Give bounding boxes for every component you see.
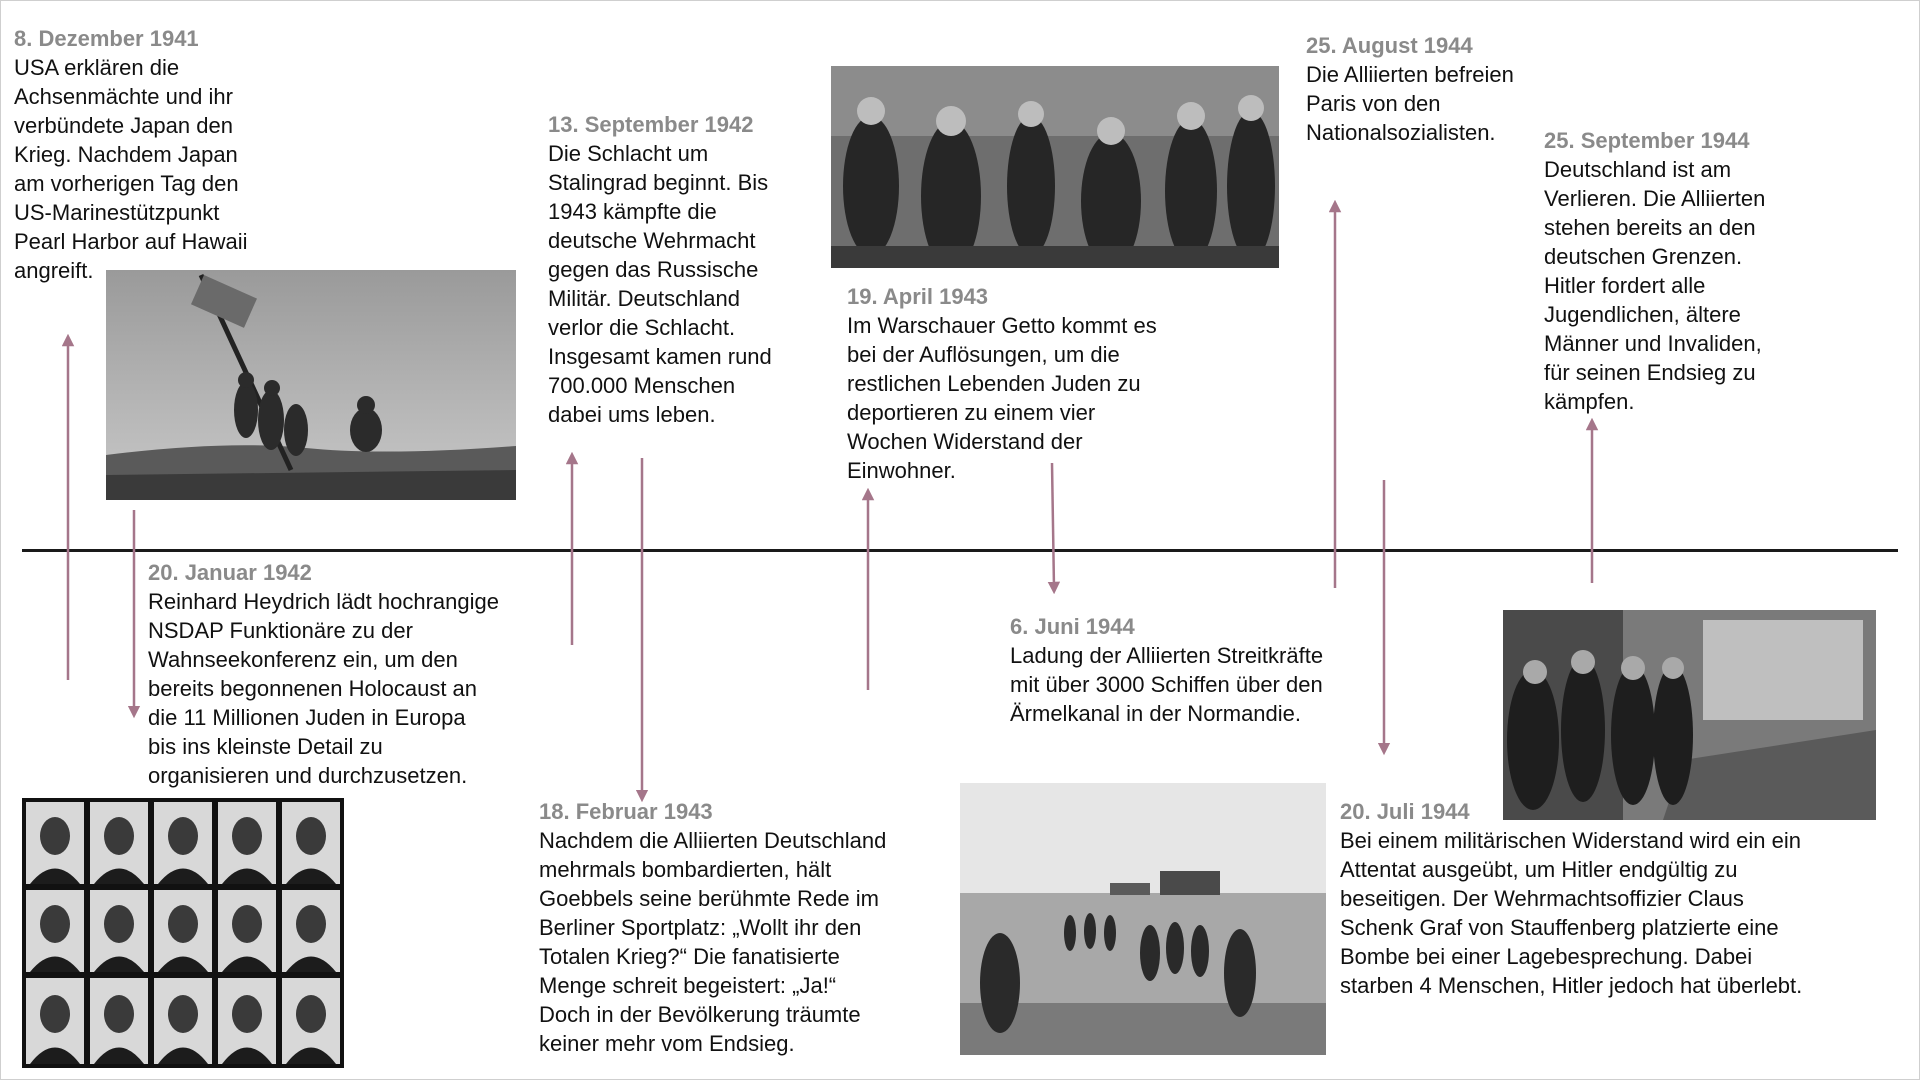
timeline-axis [22, 549, 1898, 552]
event-text: Bei einem militärischen Widerstand wird ein ein Attentat ausgeübt, um Hitler endgültig zu beseitigen. Der Wehrmachtsoffizier Claus Schenk Graf von Stauffenberg platzierte eine Bombe bei einer Lagebesprechung. Dabei starben 4 Menschen, Hitler jedoch hat überlebt. [1340, 828, 1803, 998]
event-dez-1941 [14, 24, 334, 285]
event-sep-1942 [548, 110, 828, 429]
event-text: Nachdem die Alliierten Deutschland mehrmals bombardierten, hält Goebbels seine berühmte Rede im Berliner Sportplatz: „Wollt ihr den Totalen Krieg?“ Die fanatisierte Menge schreit begeistert: „Ja!“ Doch in der Bevölkerung träumte keiner mehr vom Endsieg. [539, 828, 887, 1056]
event-date: 6. Juni 1944 [1010, 614, 1135, 639]
event-text: Deutschland ist am Verlieren. Die Alliierten stehen bereits an den deutschen Grenzen. Hitler fordert alle Jugendlichen, ältere Männer und Invaliden, für seinen Endsieg zu kämpfen. [1544, 157, 1766, 414]
nsdap-officials-portrait-grid [22, 798, 344, 1068]
event-text: Die Alliierten befreien Paris von den Nationalsozialisten. [1306, 62, 1514, 145]
event-text: Die Schlacht um Stalingrad beginnt. Bis 1943 kämpfte die deutsche Wehrmacht gegen das Russische Militär. Deutschland verlor die Schlacht. Insgesamt kamen rund 700.000 Menschen dabei ums leben. [548, 141, 772, 427]
event-date: 20. Januar 1942 [148, 560, 312, 585]
event-jun-1944 [1010, 612, 1410, 728]
event-jan-1942 [148, 558, 548, 790]
event-date: 25. August 1944 [1306, 33, 1473, 58]
event-jul-1944 [1340, 797, 1900, 1000]
event-text: Im Warschauer Getto kommt es bei der Auflösungen, um die restlichen Lebenden Juden zu deportieren zu einem vier Wochen Widerstand der Einwohner. [847, 313, 1157, 483]
event-feb-1943 [539, 797, 959, 1058]
event-date: 20. Juli 1944 [1340, 799, 1470, 824]
event-date: 13. September 1942 [548, 112, 754, 137]
event-apr-1943 [847, 282, 1217, 485]
event-date: 18. Februar 1943 [539, 799, 713, 824]
event-text: Reinhard Heydrich lädt hochrangige NSDAP Funktionäre zu der Wahnseekonferenz ein, um den bereits begonnenen Holocaust an die 11 Millionen Juden in Europa bis ins kleinste Detail zu organisieren und durchzusetzen. [148, 589, 499, 788]
event-date: 8. Dezember 1941 [14, 26, 199, 51]
bomb-damage-photo [1503, 610, 1876, 820]
warsaw-ghetto-photo [831, 66, 1279, 268]
event-text: USA erklären die Achsenmächte und ihr verbündete Japan den Krieg. Nachdem Japan am vorherigen Tag den US-Marinestützpunkt Pearl Harbor auf Hawaii angreift. [14, 55, 248, 283]
event-date: 25. September 1944 [1544, 128, 1750, 153]
normandy-landing-photo [960, 783, 1326, 1055]
event-sep-1944 [1544, 126, 1814, 416]
event-text: Ladung der Alliierten Streitkräfte mit über 3000 Schiffen über den Ärmelkanal in der Normandie. [1010, 643, 1324, 726]
flag-raising-photo [106, 270, 516, 500]
event-date: 19. April 1943 [847, 284, 989, 309]
